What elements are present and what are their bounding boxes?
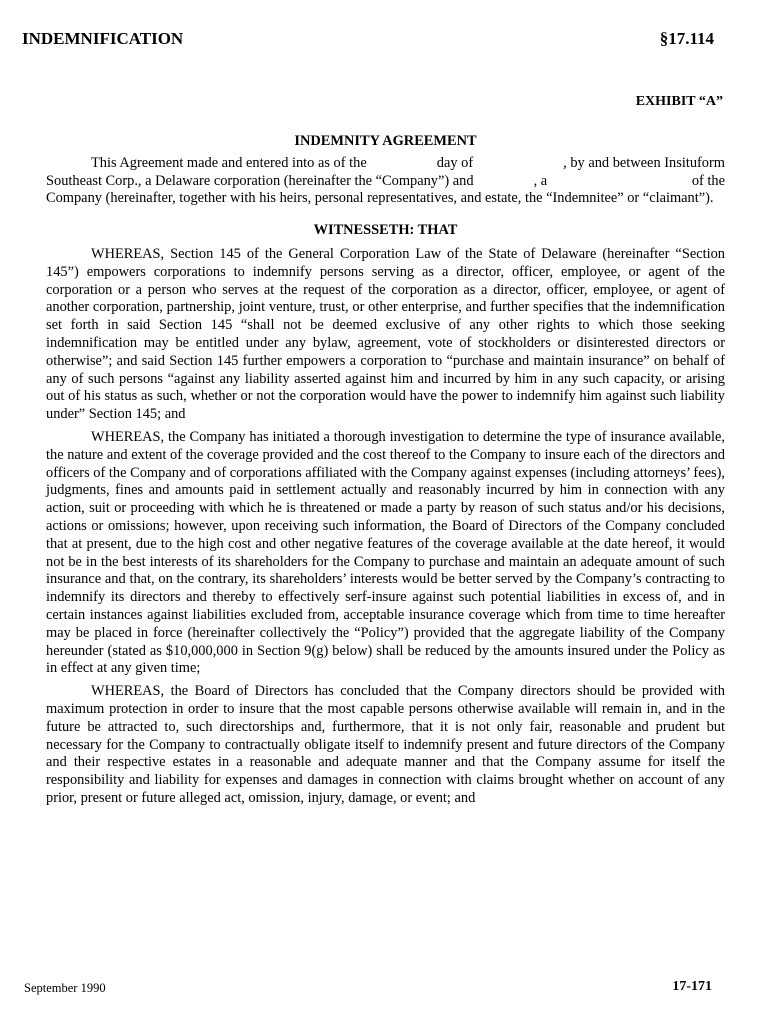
exhibit-label: EXHIBIT “A” xyxy=(635,94,723,109)
intro-text-1c: , by and between Insituform xyxy=(563,154,725,171)
document-body xyxy=(46,133,725,813)
intro-text-1b: day of xyxy=(436,154,474,171)
intro-paragraph xyxy=(46,155,725,208)
intro-text-2b: , a xyxy=(533,172,548,189)
intro-text-1a: This Agreement made and entered into as of the xyxy=(91,154,367,171)
whereas-paragraph-3: WHEREAS, the Board of Directors has concluded that the Company directors should be provided with maximum protection in order to insure that the most capable persons otherwise available will remain in, and in the future be attracted to, such directorships and, furthermore, that it is not only fair, reasonable and prudent but necessary for the Company to contractually obligate itself to indemnify present and future directors of the Company and their respective estates in a reasonable and adequate manner and that the Company assume for itself the responsibility and liability for expenses and damages in connection with claims brought whether on account of any prior, present or future alleged act, omission, injury, damage, or event; and xyxy=(46,683,725,806)
intro-line-2 xyxy=(46,173,725,191)
intro-text-rest: Company (hereinafter, together with his heirs, personal representatives, and estate, the “Indemnitee” or “claimant”). xyxy=(46,190,714,207)
intro-line-1 xyxy=(46,155,725,173)
whereas-paragraph-1: WHEREAS, Section 145 of the General Corporation Law of the State of Delaware (hereinafter “Section 145”) empowers corporations to indemnify persons serving as a director, officer, employee, or agent of the corporation or a person who serves at the request of the corporation as a director, officer, employee, or agent of another corporation, partnership, joint venture, trust, or other enterprise, and further specifies that the indemnification set forth in said Section 145 “shall not be deemed exclusive of any other rights to which those seeking indemnification may be entitled under any bylaw, agreement, vote of stockholders or disinterested directors or otherwise”; and said Section 145 further empowers a corporation to “purchase and maintain insurance” on behalf of any of such persons “against any liability asserted against him and incurred by him in any such capacity, or arising out of his status as such, whether or not the corporation would have the power to indemnify him against such liability under” Section 145; and xyxy=(46,245,725,423)
agreement-title: INDEMNITY AGREEMENT xyxy=(294,133,477,149)
header-title: INDEMNIFICATION xyxy=(22,29,184,48)
intro-text-2a: Southeast Corp., a Delaware corporation (hereinafter the “Company”) and xyxy=(46,172,474,189)
intro-text-2c: of the xyxy=(691,172,725,189)
witnesseth-heading: WITNESSETH: THAT xyxy=(313,222,458,239)
whereas-paragraph-2: WHEREAS, the Company has initiated a thorough investigation to determine the type of insurance available, the nature and extent of the coverage provided and the cost thereof to the Company to insure each of the directors and officers of the Company and of corporations affiliated with the Company against expenses (including attorneys’ fees), judgments, fines and amounts paid in settlement actually and reasonably incurred by him in connection with any action, suit or proceeding with which he is threatened or made a party by reason of such status and/or his decisions, actions or omissions; however, upon receiving such information, the Board of Directors of the Company concluded that at present, due to the high cost and other negative features of the coverage available at the date hereof, it would not be in the best interests of its shareholders for the Company to purchase and maintain an adequate amount of such insurance and that, on the contrary, its shareholders’ interests would be better served by the Company’s contracting to indemnify its directors and thereby to effectively serf-insure against such potential liabilities in excess of, and in certain instances against liabilities excluded from, acceptable insurance coverage which from time to time hereafter may be placed in force (hereinafter collectively the “Policy”) provided that the aggregate liability of the Company hereunder (stated as $10,000,000 in Section 9(g) below) shall be reduced by the amounts insured under the Policy as in effect at any given time; xyxy=(46,428,725,677)
page-number: 17-171 xyxy=(672,979,712,994)
footer-date: September 1990 xyxy=(24,981,106,995)
section-number: §17.114 xyxy=(659,29,714,48)
